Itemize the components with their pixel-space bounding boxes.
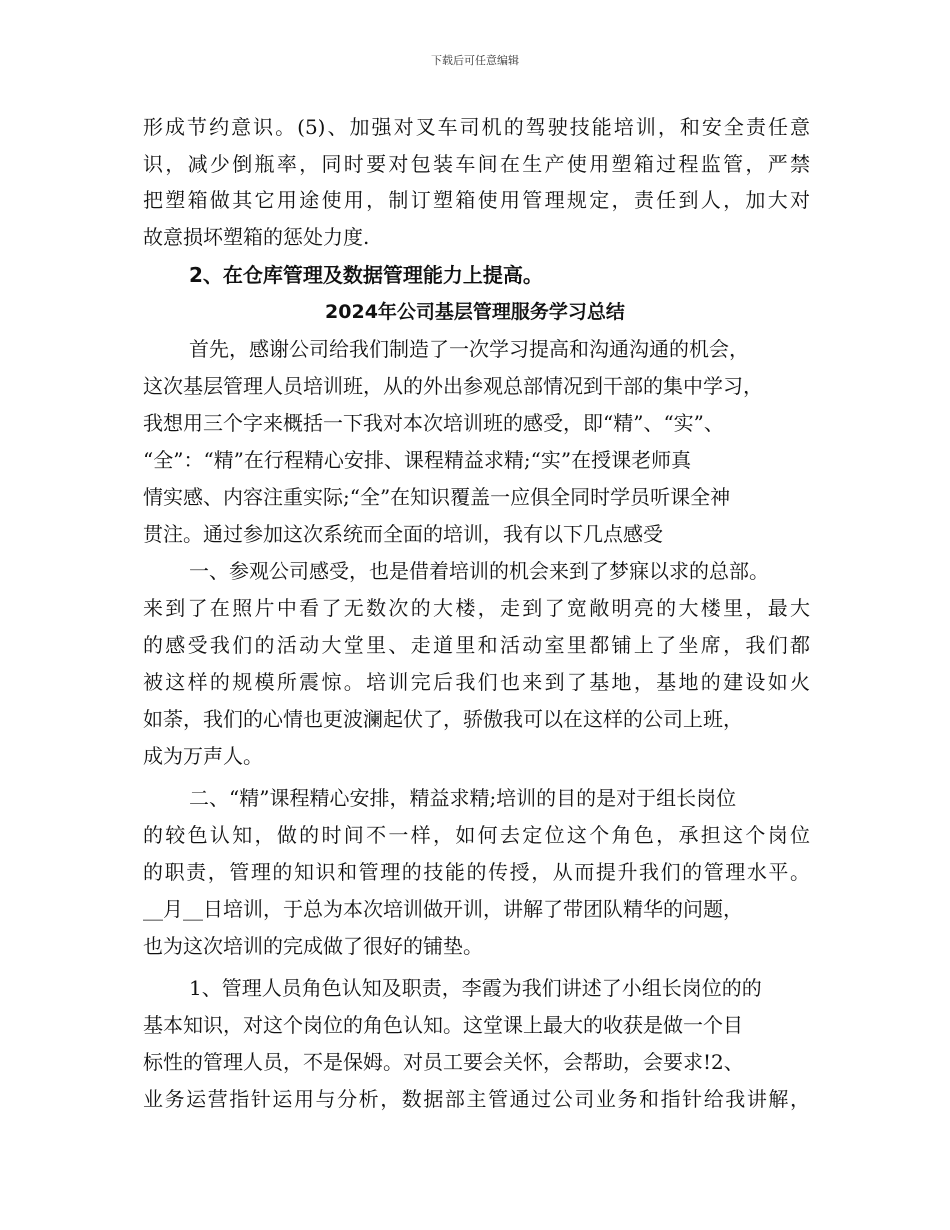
paragraph-line: 这次基层管理人员培训班，从的外出参观总部情况到干部的集中学习， xyxy=(143,374,763,398)
paragraph-line: 二、“精”课程精心安排，精益求精;培训的目的是对于组长岗位 xyxy=(189,786,737,810)
paragraph-line: 我想用三个字来概括一下我对本次培训班的感受，即“精”、“实”、 xyxy=(143,411,724,435)
paragraph-line: 情实感、内容注重实际;“全”在知识覆盖一应俱全同时学员听课全神 xyxy=(143,485,731,509)
paragraph-line: “全”：“精”在行程精心安排、课程精益求精;“实”在授课老师真 xyxy=(143,448,692,472)
paragraph-line: 识，减少倒瓶率，同时要对包装车间在生产使用塑箱过程监管，严禁 xyxy=(143,152,810,176)
paragraph-line: __月__日培训，于总为本次培训做开训，讲解了带团队精华的问题， xyxy=(143,897,743,921)
paragraph-line: 也为这次培训的完成做了很好的铺垫。 xyxy=(143,934,483,958)
paragraph-line: 形成节约意识。(5)、加强对叉车司机的驾驶技能培训，和安全责任意 xyxy=(143,115,810,139)
paragraph-line: 成为万声人。 xyxy=(143,744,263,768)
page-header: 下载后可任意编辑 xyxy=(431,54,519,67)
paragraph-line: 故意损坏塑箱的惩处力度. xyxy=(143,225,370,249)
paragraph-line: 标性的管理人员，不是保姆。对员工要会关怀，会帮助，会要求!2、 xyxy=(143,1050,744,1074)
paragraph-line: 首先，感谢公司给我们制造了一次学习提高和沟通沟通的机会， xyxy=(189,337,749,361)
section-heading: 2、在仓库管理及数据管理能力上提高。 xyxy=(189,263,543,287)
paragraph-line: 被这样的规模所震惊。培训完后我们也来到了基地，基地的建设如火 xyxy=(143,670,810,694)
paragraph-line: 1、管理人员角色认知及职责，李霞为我们讲述了小组长岗位的的 xyxy=(189,976,762,1000)
paragraph-line: 的职责，管理的知识和管理的技能的传授，从而提升我们的管理水平。 xyxy=(143,860,810,884)
paragraph-line: 把塑箱做其它用途使用，制订塑箱使用管理规定，责任到人，加大对 xyxy=(143,188,810,212)
paragraph-line: 如荼，我们的心情也更波澜起伏了，骄傲我可以在这样的公司上班， xyxy=(143,707,743,731)
paragraph-line: 一、参观公司感受，也是借着培训的机会来到了梦寐以求的总部。 xyxy=(189,559,769,583)
paragraph-line: 基本知识，对这个岗位的角色认知。这堂课上最大的收获是做一个目 xyxy=(143,1013,743,1037)
paragraph-line: 来到了在照片中看了无数次的大楼，走到了宽敞明亮的大楼里，最大 xyxy=(143,596,810,620)
paragraph-line: 业务运营指针运用与分析，数据部主管通过公司业务和指针给我讲解， xyxy=(143,1087,810,1111)
paragraph-line: 的较色认知，做的时间不一样，如何去定位这个角色，承担这个岗位 xyxy=(143,823,810,847)
document-title: 2024年公司基层管理服务学习总结 xyxy=(325,301,625,323)
paragraph-line: 的感受我们的活动大堂里、走道里和活动室里都铺上了坐席，我们都 xyxy=(143,633,810,657)
paragraph-line: 贯注。通过参加这次系统而全面的培训，我有以下几点感受 xyxy=(143,522,663,546)
